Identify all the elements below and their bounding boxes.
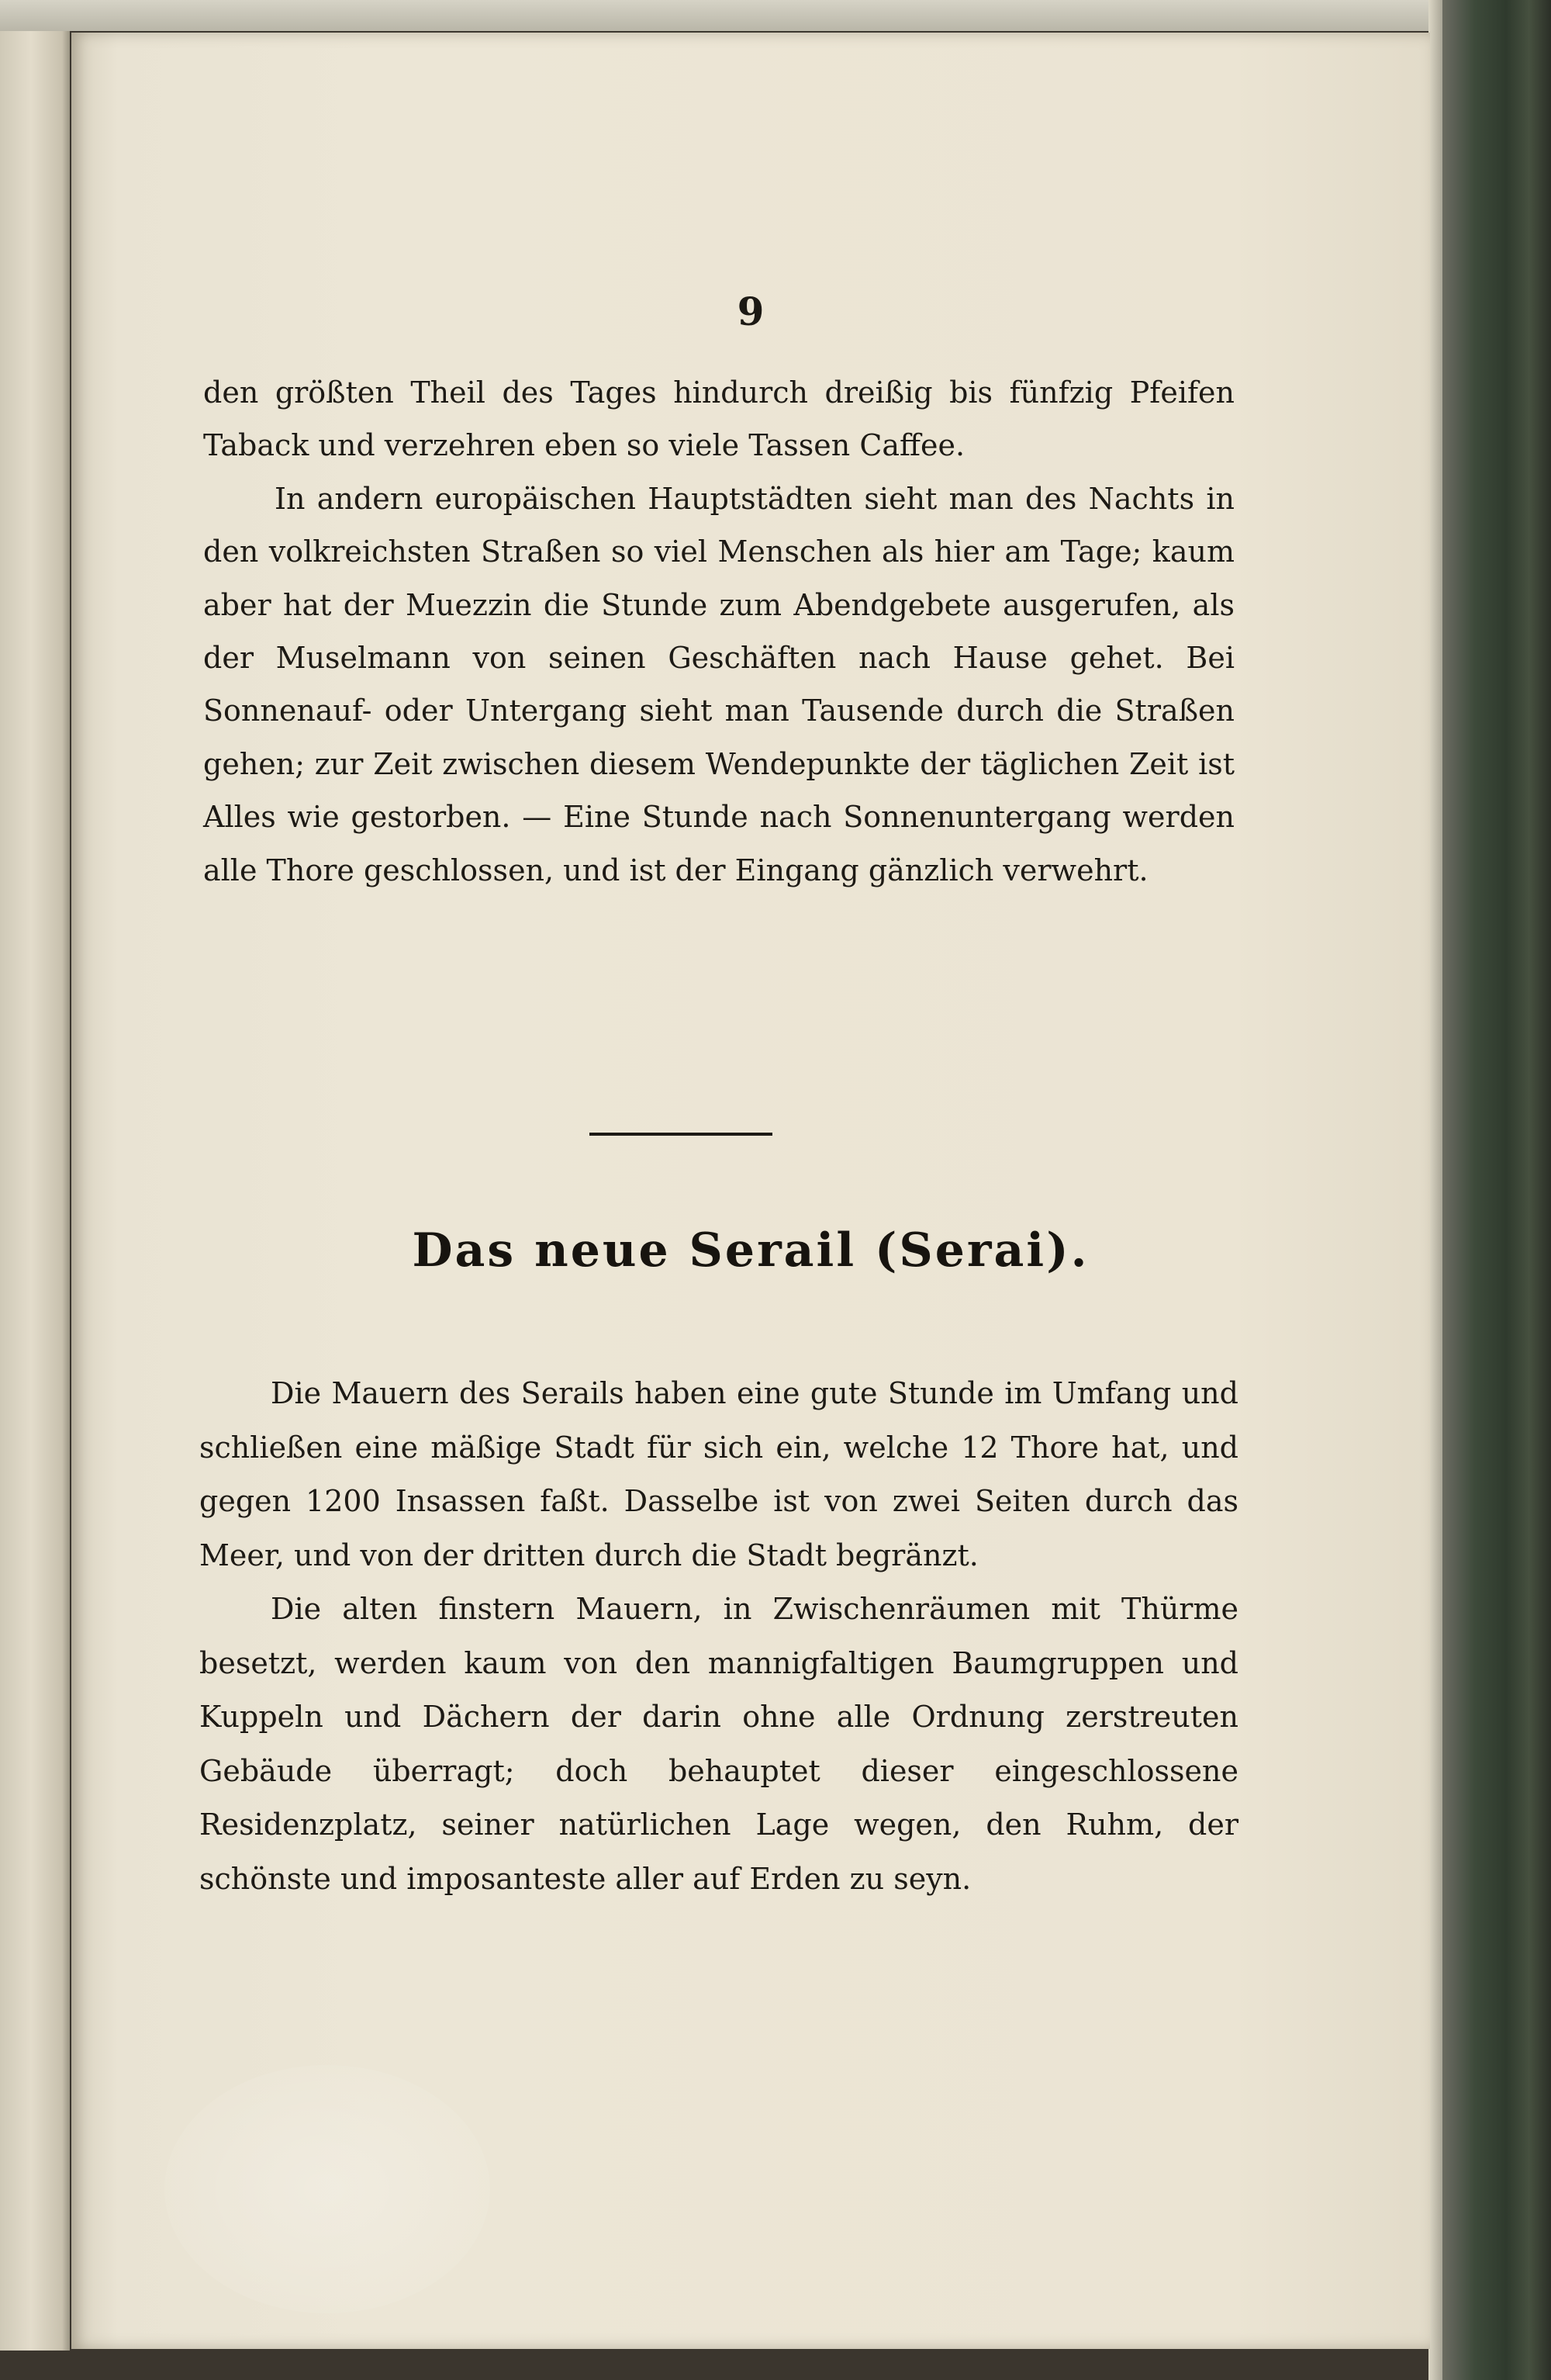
book-top-edge [0, 0, 1551, 31]
text-block-serail [199, 1367, 1238, 1906]
page-number: 9 [737, 289, 765, 334]
paragraph: Die alten finstern Mauern, in Zwischenräumen mit Thürme besetzt, werden kaum von den mannigfaltigen Baumgruppen und Kuppeln und Dächern der darin ohne alle Ordnung zerstreuten Gebäude überragt; doch behauptet dieser eingeschlossene Residenzplatz, seiner natürlichen Lage wegen, den Ruhm, der schönste und imposanteste aller auf Erden zu seyn. [199, 1592, 1238, 1896]
section-divider [589, 1133, 772, 1136]
section-heading: Das neue Serail (Serai). [412, 1223, 1090, 1278]
paragraph: den größten Theil des Tages hindurch dreißig bis fünfzig Pfeifen Taback und verzehren eben so viele Tassen Caffee. [203, 375, 1235, 463]
paragraph: Die Mauern des Serails haben eine gute Stunde im Umfang und schließen eine mäßige Stadt für sich ein, welche 12 Thore hat, und gegen 1200 Insassen faßt. Dasselbe ist von zwei Seiten durch das Meer, und von der dritten durch die Stadt begränzt. [199, 1376, 1238, 1572]
book-cover-board [1428, 0, 1551, 2380]
page-fore-edge [1428, 0, 1442, 2380]
book-page [71, 33, 1430, 2349]
previous-leaf-edge [0, 31, 70, 2351]
paragraph: In andern europäischen Hauptstädten sieht man des Nachts in den volkreichsten Straßen so viel Menschen als hier am Tage; kaum aber hat der Muezzin die Stunde zum Abendgebete ausgerufen, als der Muselmann von seinen Geschäften nach Hause gehet. Bei Sonnenauf- oder Untergang sieht man Tausende durch die Straßen gehen; zur Zeit zwischen diesem Wendepunkte der täglichen Zeit ist Alles wie gestorben. — Eine Stunde nach Sonnenuntergang werden alle Thore geschlossen, und ist der Eingang gänzlich verwehrt. [203, 481, 1235, 887]
paper-stain [164, 2065, 490, 2313]
text-block-continuation [203, 366, 1235, 897]
